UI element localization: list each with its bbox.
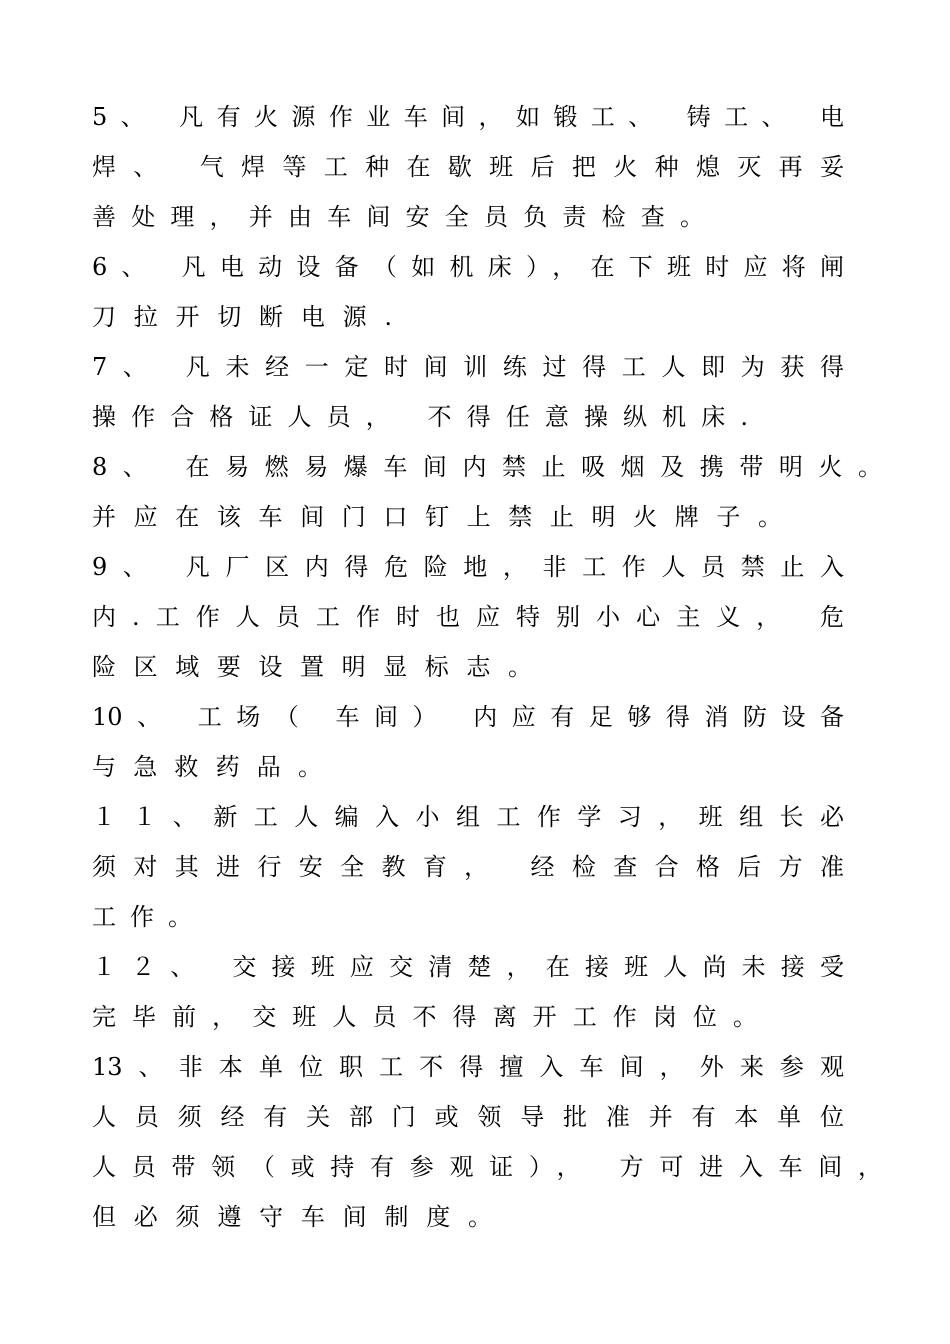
text-line: 与急救药品。 bbox=[92, 753, 322, 781]
text-line: 人员须经有关部门或领导批准并有本单位 bbox=[92, 1103, 844, 1131]
text-line: 操作合格证人员， 不得任意操纵机床. bbox=[92, 403, 748, 431]
text-line: 内.工作人员工作时也应特别小心主义， 危 bbox=[92, 603, 844, 631]
text-line: 10、 工场（ 车间） 内应有足够得消防设备 bbox=[92, 703, 844, 731]
text-line: 但必须遵守车间制度。 bbox=[92, 1203, 492, 1231]
text-line: 须对其进行安全教育， 经检查合格后方准 bbox=[92, 853, 844, 881]
text-line: 13、非本单位职工不得擅入车间，外来参观 bbox=[92, 1053, 844, 1081]
text-line: 9、 凡厂区内得危险地，非工作人员禁止入 bbox=[92, 553, 844, 581]
text-line: 7、 凡未经一定时间训练过得工人即为获得 bbox=[92, 353, 844, 381]
text-line: 险区域要设置明显标志。 bbox=[92, 653, 532, 681]
text-line: 工作。 bbox=[92, 903, 192, 931]
text-line: １１、新工人编入小组工作学习，班组长必 bbox=[92, 803, 844, 831]
text-line: 完毕前，交班人员不得离开工作岗位。 bbox=[92, 1003, 757, 1031]
text-line: 善处理，并由车间安全员负责检查。 bbox=[92, 203, 704, 231]
text-line: 焊、 气焊等工种在歇班后把火种熄灭再妥 bbox=[92, 153, 844, 181]
text-line: 5、 凡有火源作业车间，如锻工、 铸工、 电 bbox=[92, 103, 844, 131]
text-line: 并应在该车间门口钉上禁止明火牌子。 bbox=[92, 503, 782, 531]
text-line: 刀拉开切断电源. bbox=[92, 303, 392, 331]
text-line: 6、 凡电动设备（如机床），在下班时应将闸 bbox=[92, 253, 844, 281]
text-line: 8、 在易燃易爆车间内禁止吸烟及携带明火。 bbox=[92, 453, 882, 481]
text-line: 人员带领（或持有参观证）， 方可进入车间， bbox=[92, 1153, 882, 1181]
text-line: １２、 交接班应交清楚，在接班人尚未接受 bbox=[92, 953, 844, 981]
